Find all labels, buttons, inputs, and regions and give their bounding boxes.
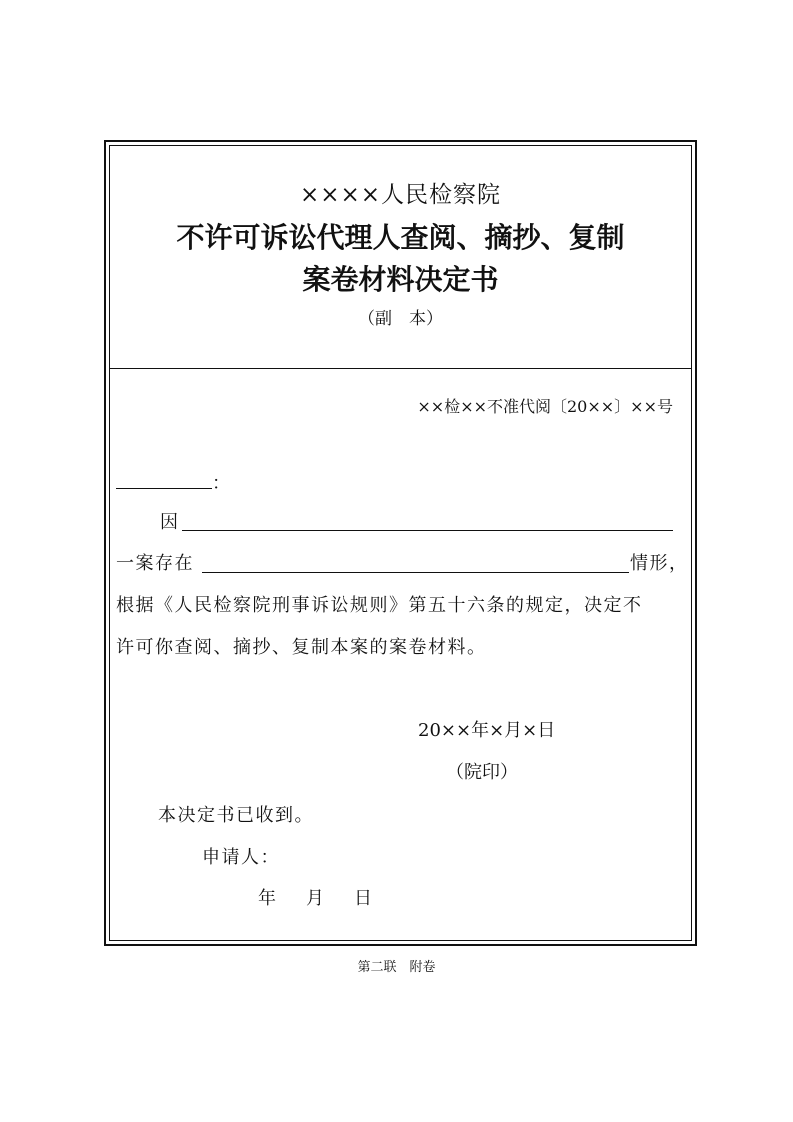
copy-label: （副 本） — [358, 309, 443, 329]
receipt-date-blank: 年 月 日 — [258, 888, 378, 909]
section-divider — [110, 368, 691, 369]
applicant-label: 申请人： — [202, 847, 280, 868]
document-number: ××检××不准代阅〔20××〕××号 — [417, 397, 673, 416]
reason-blank[interactable] — [182, 530, 673, 531]
decision-date: 20××年×月×日 — [418, 720, 556, 741]
because-label: 因 — [160, 512, 180, 533]
receipt-statement: 本决定书已收到。 — [158, 805, 314, 826]
footer-copy-label: 第二联 附卷 — [357, 960, 436, 975]
document-title-line1: 不许可诉讼代理人查阅、摘抄、复制 — [176, 221, 625, 254]
addressee-blank[interactable] — [116, 488, 212, 489]
court-name: ××××人民检察院 — [299, 182, 502, 208]
document-frame — [104, 140, 697, 946]
situation-blank[interactable] — [202, 572, 629, 573]
addressee-colon: ： — [212, 473, 232, 494]
body-line3: 根据《人民检察院刑事诉讼规则》第五十六条的规定，决定不 — [116, 595, 643, 616]
document-title-line2: 案卷材料决定书 — [302, 263, 499, 296]
situation-label: 情形， — [630, 553, 689, 574]
body-line4: 许可你查阅、摘抄、复制本案的案卷材料。 — [116, 637, 487, 658]
court-seal: （院印） — [446, 762, 518, 783]
document-inner-frame — [109, 145, 692, 941]
case-exists-label: 一案存在 — [116, 553, 194, 574]
